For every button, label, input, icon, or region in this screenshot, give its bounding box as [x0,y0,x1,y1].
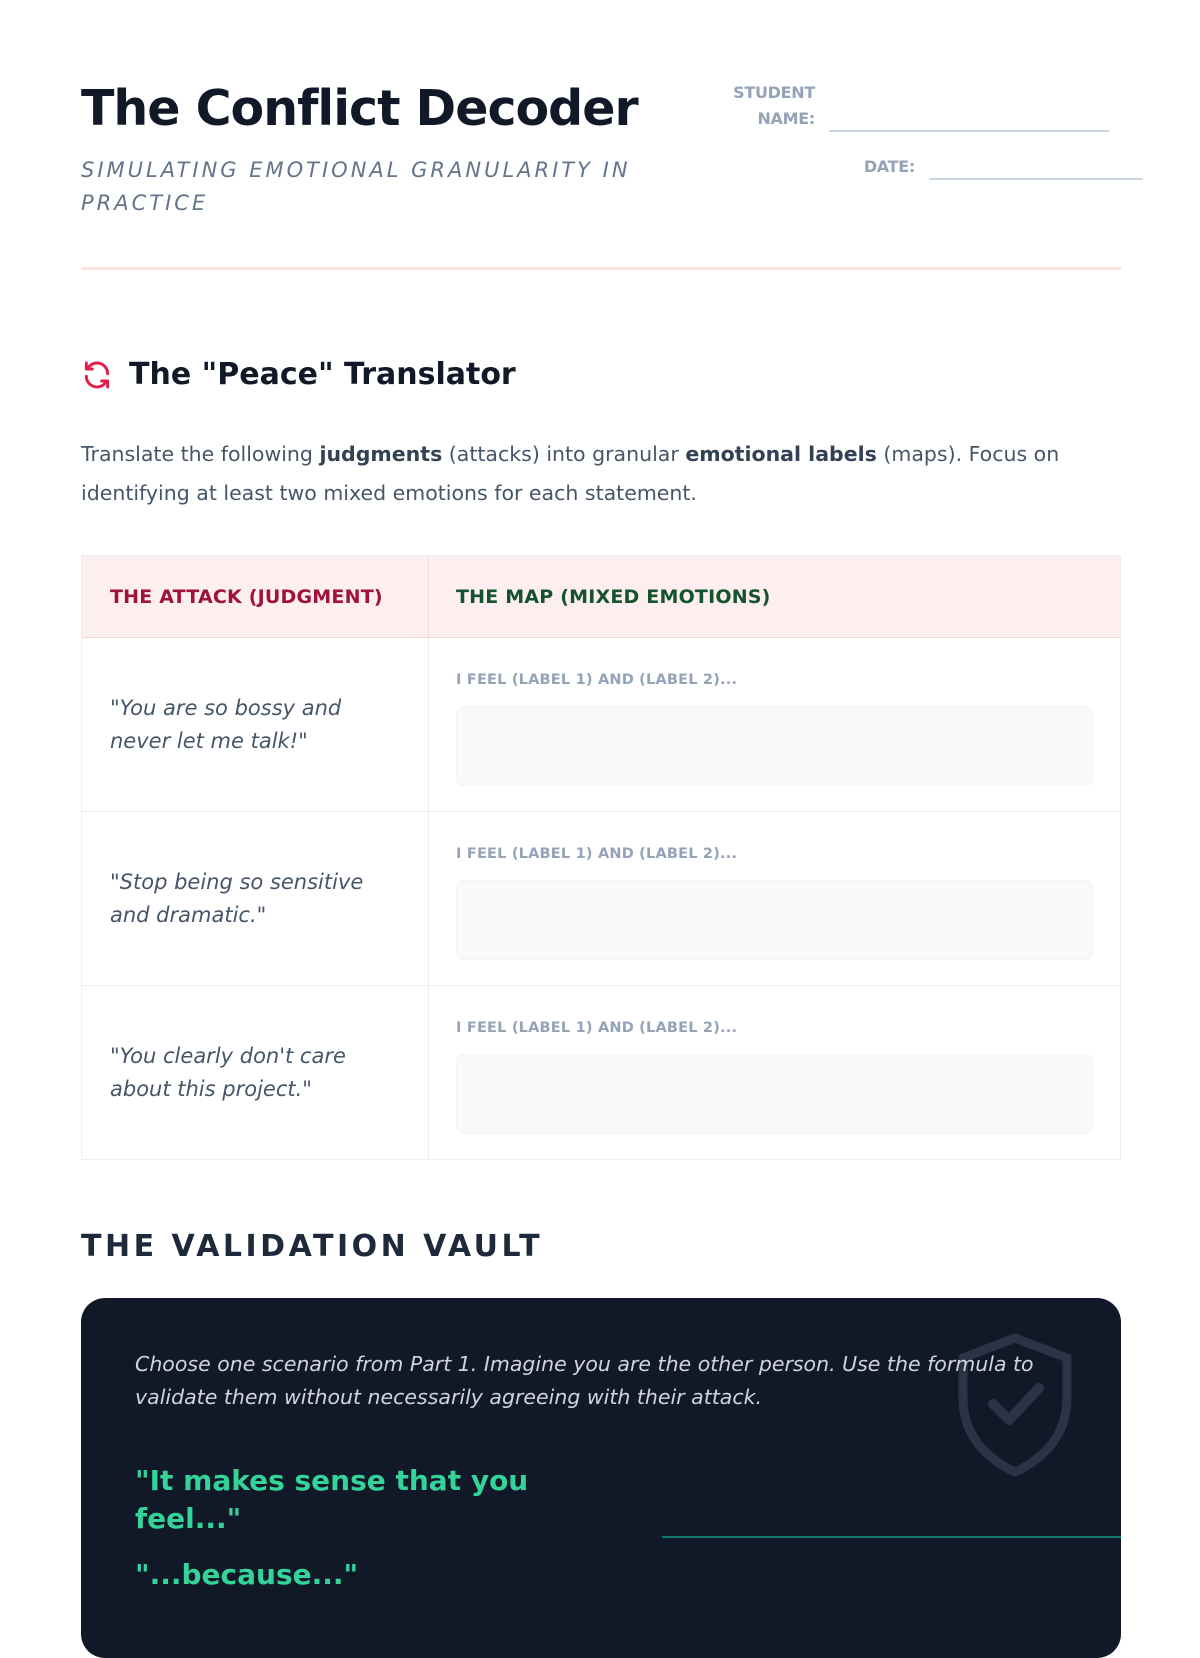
instructions-text-2: (attacks) into granular [442,442,686,466]
map-prompt-label: I FEEL (LABEL 1) AND (LABEL 2)... [456,846,738,862]
instructions-bold-labels: emotional labels [685,442,877,466]
emotion-answer-field[interactable] [456,880,1093,960]
student-name-row [727,80,1109,132]
validation-answer-line[interactable] [662,1496,1121,1538]
student-name-field[interactable] [829,86,1109,132]
table-header [82,556,1120,638]
document-subtitle: SIMULATING EMOTIONAL GRANULARITY IN PRACTICE [81,158,631,215]
translator-instructions [81,435,1081,513]
instructions-text-3: (maps). Focus on identifying at least two mixed emotions for each statement. [81,442,1060,505]
refresh-icon [81,359,113,391]
map-cell [429,812,1120,985]
student-name-label [727,80,815,132]
map-cell [429,986,1120,1159]
validation-prompt-row [135,1462,1121,1538]
translator-title: The "Peace" Translator [129,357,516,392]
instructions-bold-judgments: judgments [319,442,443,466]
translator-table [81,555,1121,1160]
validation-prompt-feel: "It makes sense that you feel..." [135,1464,529,1535]
attack-statement: "You clearly don't care about this project." [82,986,429,1159]
vault-instructions: Choose one scenario from Part 1. Imagine you are the other person. Use the formula to validate them without necessarily agreeing with their attack. [135,1352,1034,1409]
table-row [82,812,1120,986]
date-row [859,152,1143,180]
attack-statement: "Stop being so sensitive and dramatic." [82,812,429,985]
header-divider [81,267,1121,270]
map-prompt-label: I FEEL (LABEL 1) AND (LABEL 2)... [456,1020,738,1036]
table-row [82,638,1120,812]
column-header-map: THE MAP (MIXED EMOTIONS) [456,585,771,608]
map-prompt-label: I FEEL (LABEL 1) AND (LABEL 2)... [456,672,738,688]
table-row [82,986,1120,1159]
map-cell [429,638,1120,811]
student-name-label-line2: NAME: [757,109,815,128]
document-title: The Conflict Decoder [81,80,638,137]
vault-title: THE VALIDATION VAULT [81,1229,544,1264]
date-field[interactable] [929,152,1143,180]
validation-vault-card [81,1298,1121,1658]
emotion-answer-field[interactable] [456,706,1093,786]
attack-statement: "You are so bossy and never let me talk!" [82,638,429,811]
student-name-label-line1: STUDENT [733,83,815,102]
validation-prompt-because: "...because..." [135,1558,359,1591]
translator-heading [81,355,516,395]
column-header-attack: THE ATTACK (JUDGMENT) [82,556,429,637]
emotion-answer-field[interactable] [456,1054,1093,1134]
instructions-text-1: Translate the following [81,442,320,466]
date-label: DATE: [863,157,915,176]
validation-prompt-row [135,1556,358,1594]
